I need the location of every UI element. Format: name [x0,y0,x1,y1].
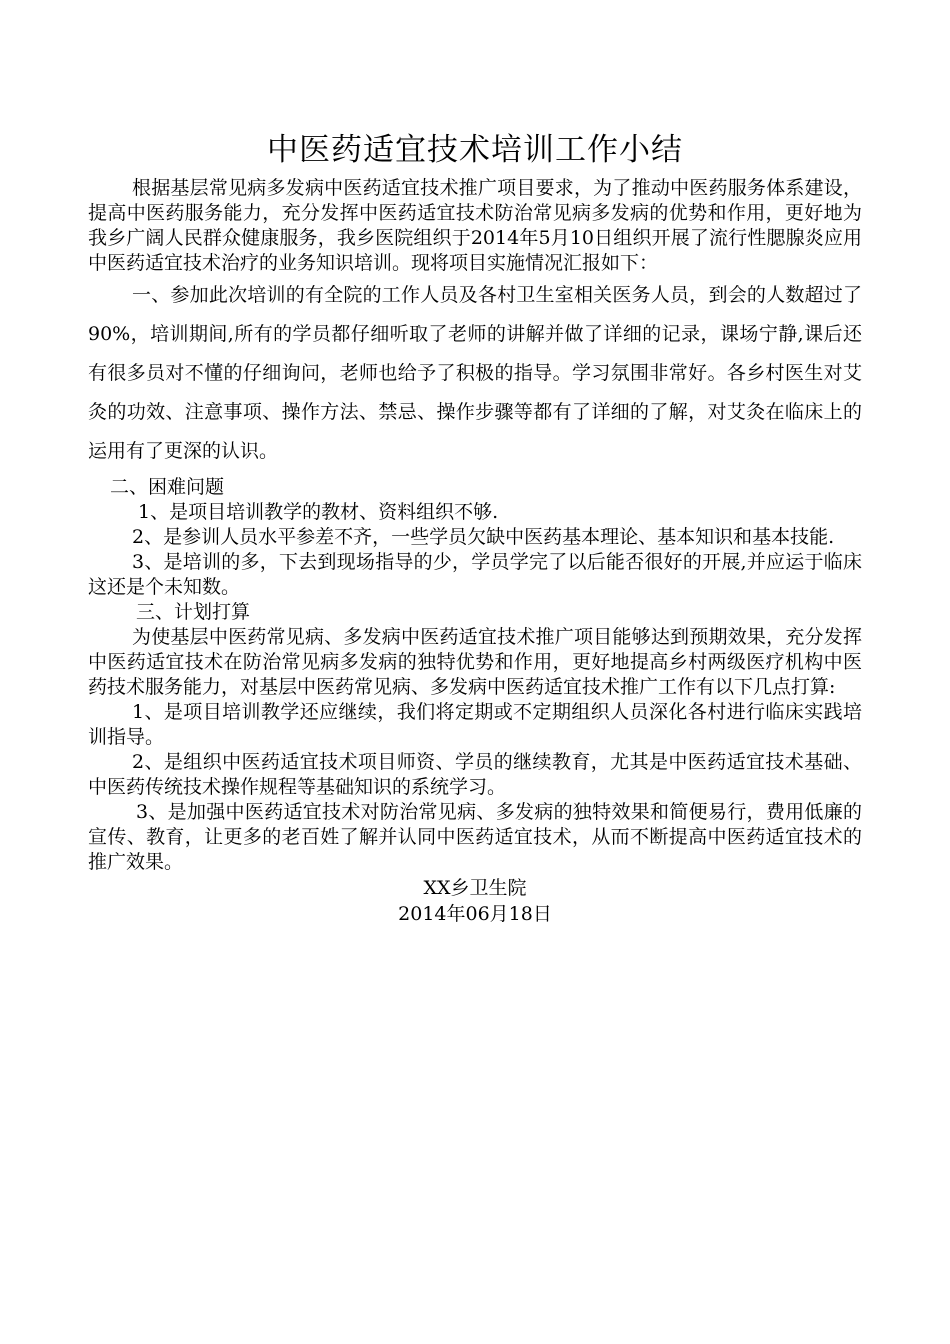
section2-item-3: 3、是培训的多，下去到现场指导的少，学员学完了以后能否很好的开展,并应运于临床这还是个未知数。 [88,551,862,598]
document-title: 中医药适宜技术培训工作小结 [267,132,683,168]
signature-organization: XX乡卫生院 [423,877,527,899]
section3-item-3: 3、是加强中医药适宜技术对防治常见病、多发病的独特效果和简便易行，费用低廉的宣传、教育，让更多的老百姓了解并认同中医药适宜技术，从而不断提高中医药适宜技术的推广效果。 [88,801,862,873]
section3-item-1: 1、是项目培训教学还应继续，我们将定期或不定期组织人员深化各村进行临床实践培训指导。 [88,701,862,748]
section2-item-2: 2、是参训人员水平参差不齐，一些学员欠缺中医药基本理论、基本知识和基本技能. [132,526,835,548]
section1-paragraph: 一、参加此次培训的有全院的工作人员及各村卫生室相关医务人员，到会的人数超过了90%，培训期间,所有的学员都仔细听取了老师的讲解并做了详细的记录，课场宁静,课后还有很多员对不懂的仔细询问，老师也给予了积极的指导。学习氛围非常好。各乡村医生对艾灸的功效、注意事项、操作方法、禁忌、操作步骤等都有了详细的了解，对艾灸在临床上的运用有了更深的认识。 [88,284,862,462]
section3-item-2: 2、是组织中医药适宜技术项目师资、学员的继续教育，尤其是中医药适宜技术基础、中医药传统技术操作规程等基础知识的系统学习。 [88,751,862,798]
section2-heading: 二、困难问题 [110,476,225,498]
section3-intro: 为使基层中医药常见病、多发病中医药适宜技术推广项目能够达到预期效果，充分发挥中医药适宜技术在防治常见病多发病的独特优势和作用，更好地提高乡村两级医疗机构中医药技术服务能力，对基层中医药常见病、多发病中医药适宜技术推广工作有以下几点打算: [88,626,862,698]
signature-date: 2014年06月18日 [398,903,552,925]
section2-item-1: 1、是项目培训教学的教材、资料组织不够. [138,501,499,523]
intro-paragraph: 根据基层常见病多发病中医药适宜技术推广项目要求，为了推动中医药服务体系建设，提高中医药服务能力，充分发挥中医药适宜技术防治常见病多发病的优势和作用，更好地为我乡广阔人民群众健康服务，我乡医院组织于2014年5月10日组织开展了流行性腮腺炎应用中医药适宜技术治疗的业务知识培训。现将项目实施情况汇报如下： [88,177,862,274]
document-page [88,128,862,927]
section3-heading: 三、计划打算 [136,601,251,623]
